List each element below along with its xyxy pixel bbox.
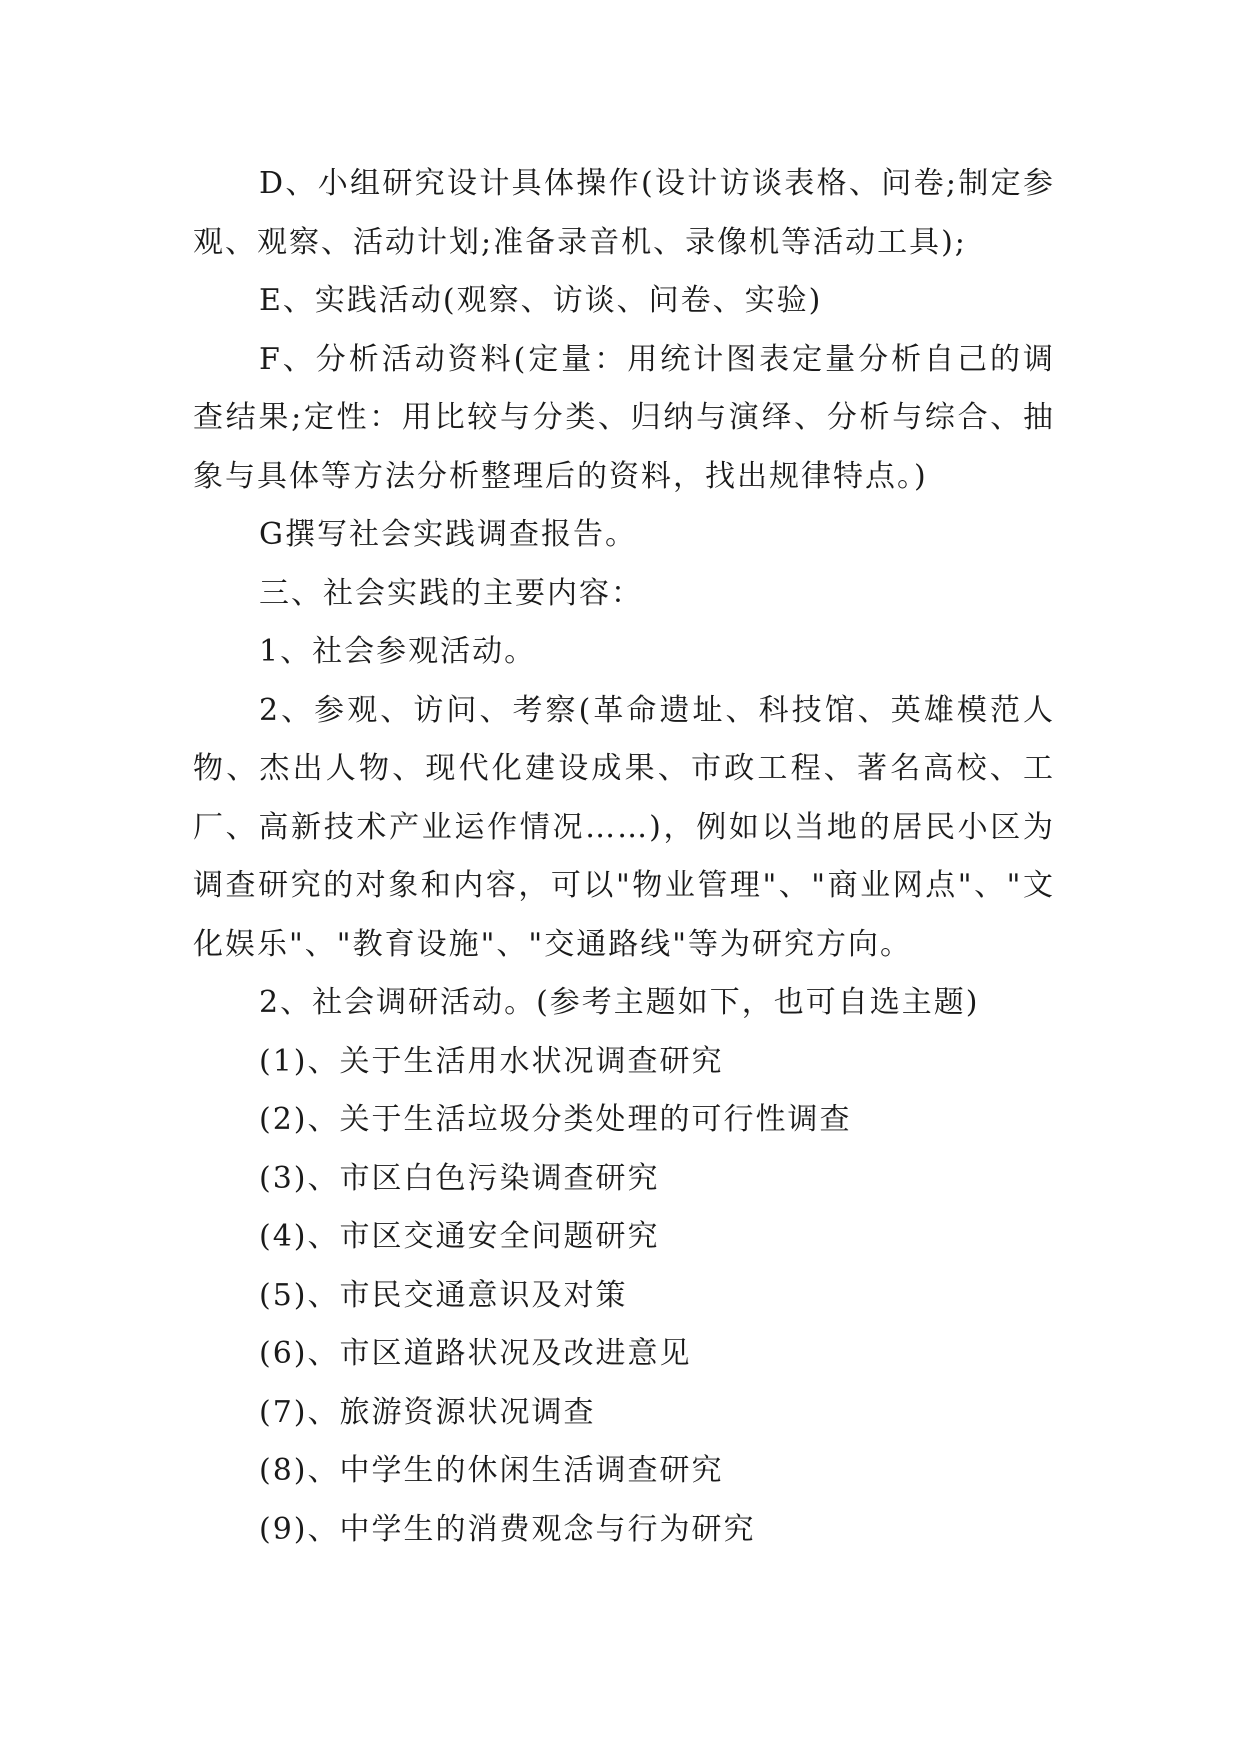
list-item: (9)、中学生的消费观念与行为研究	[259, 1511, 756, 1547]
paragraph-f-analysis: F、分析活动资料(定量：用统计图表定量分析自己的调查结果;定性：用比较与分类、归纳与演绎、分析与综合、抽象与具体等方法分析整理后的资料，找出规律特点。)	[193, 341, 1055, 494]
paragraph-d-design: D、小组研究设计具体操作(设计访谈表格、问卷;制定参观、观察、活动计划;准备录音机、录像机等活动工具);	[193, 166, 1055, 260]
list-item: (7)、旅游资源状况调查	[259, 1394, 596, 1430]
list-item: (6)、市区道路状况及改进意见	[259, 1336, 692, 1371]
list-item: (3)、市区白色污染调查研究	[259, 1160, 660, 1196]
list-item: (5)、市民交通意识及对策	[259, 1277, 628, 1313]
paragraph-e-practice: E、实践活动(观察、访谈、问卷、实验)	[259, 283, 823, 318]
list-item: (2)、关于生活垃圾分类处理的可行性调查	[259, 1102, 852, 1137]
paragraph-visit-activity: 1、社会参观活动。	[259, 634, 537, 669]
list-item: (4)、市区交通安全问题研究	[259, 1219, 660, 1254]
paragraph-g-report: G撰写社会实践调查报告。	[259, 517, 637, 552]
document-body	[193, 155, 1055, 1559]
list-item: (8)、中学生的休闲生活调查研究	[259, 1453, 724, 1488]
paragraph-visit-details: 2、参观、访问、考察(革命遗址、科技馆、英雄模范人物、杰出人物、现代化建设成果、市政工程、著名高校、工厂、高新技术产业运作情况……)，例如以当地的居民小区为调查研究的对象和内容，可以"物业管理"、"商业网点"、"文化娱乐"、"教育设施"、"交通路线"等为研究方向。	[193, 692, 1055, 962]
list-item: (1)、关于生活用水状况调查研究	[259, 1043, 724, 1079]
paragraph-research-activity: 2、社会调研活动。(参考主题如下，也可自选主题)	[259, 985, 980, 1020]
section-heading-main-content: 三、社会实践的主要内容：	[259, 575, 643, 611]
